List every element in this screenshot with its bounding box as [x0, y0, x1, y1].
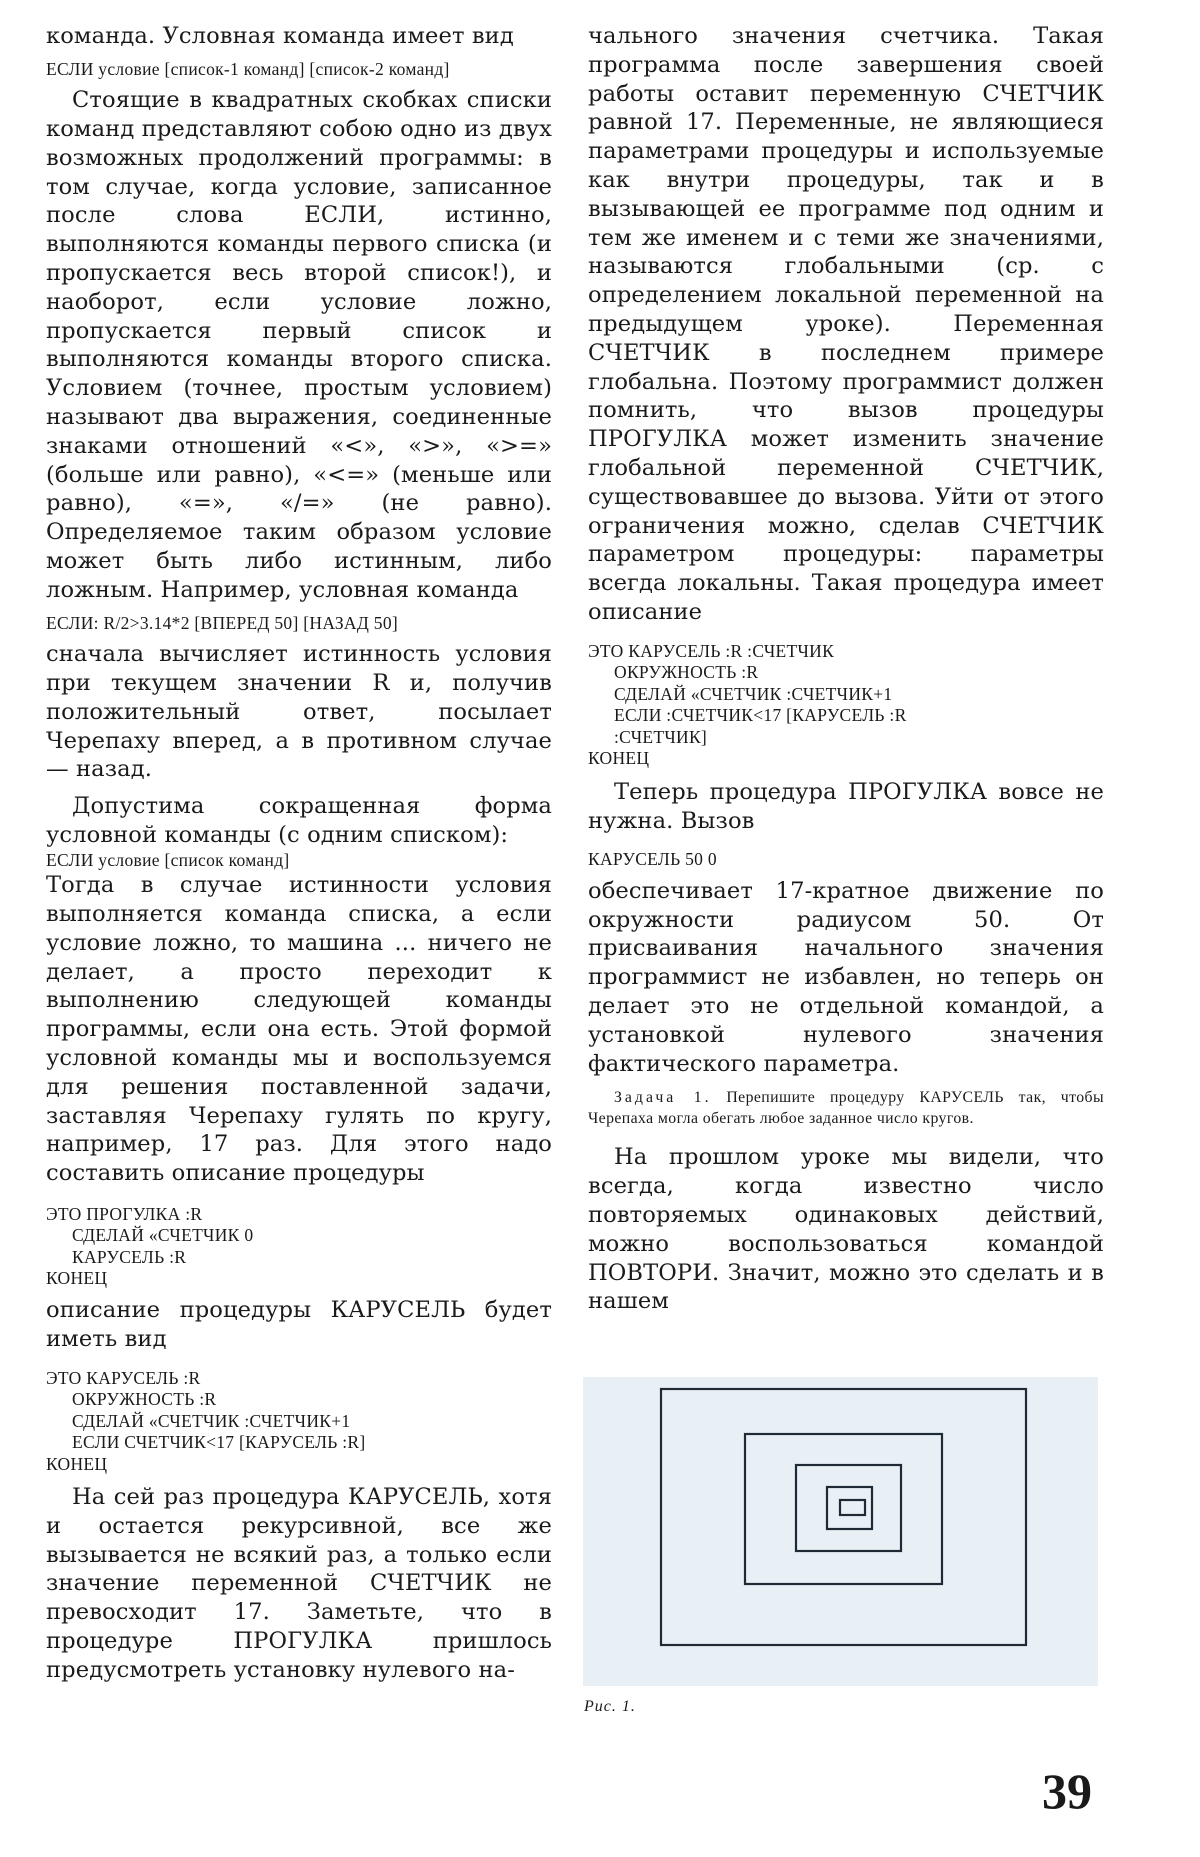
paragraph: команда. Условная команда имеет вид — [46, 23, 514, 49]
code-line: ОКРУЖНОСТЬ :R — [614, 662, 759, 683]
paragraph: На сей раз процедура КАРУСЕЛЬ, хотя и остается рекурсивной, все же вызывается не всякий раз, а только если значение переменной СЧЕТЧИК не превосходит 17. Заметьте, что в процедуре ПРОГУЛКА пришлось предусмотреть установку нулевого на- — [46, 1484, 552, 1683]
code-if-syntax: ЕСЛИ условие [список-1 команд] [список-2 команд] — [46, 58, 450, 79]
code-line: СДЕЛАЙ «СЧЕТЧИК :СЧЕТЧИК+1 — [72, 1410, 351, 1431]
code-line: ЭТО КАРУСЕЛЬ :R — [46, 1367, 201, 1388]
code-line: :СЧЕТЧИК] — [614, 726, 708, 747]
rectangle-3 — [796, 1465, 901, 1551]
paragraph: описание процедуры КАРУСЕЛЬ будет иметь вид — [46, 1296, 552, 1352]
right-column — [588, 22, 1104, 1316]
code-carousel-procedure — [46, 1368, 552, 1476]
task-1 — [588, 1088, 1104, 1129]
code-line: КОНЕЦ — [46, 1453, 108, 1474]
paragraph: На прошлом уроке мы видели, что всегда, когда известно число повторяемых одинаковых действий, можно воспользоваться командой ПОВТОРИ. Значит, можно это сделать и в нашем — [588, 1144, 1104, 1315]
paragraph: Тогда в случае истинности условия выполняется команда списка, а если условие ложно, то машина ... ничего не делает, а просто переходит к выполнению следующей команды программы, если она есть. Этой формой условной команды мы и воспользуемся для решения поставленной задачи, заставляя Черепаху гулять по кругу, например, 17 раз. Для этого надо составить описание процедуры — [46, 872, 552, 1187]
inner-rectangle — [840, 1500, 865, 1515]
code-walk-procedure — [46, 1204, 552, 1290]
paragraph: обеспечивает 17-кратное движение по окружности радиусом 50. От присваивания начального значения программист не избавлен, но теперь он делает это не отдельной командой, а установкой нулевого значения фактического параметра. — [588, 877, 1104, 1077]
code-line: КОНЕЦ — [588, 748, 650, 769]
rectangle-2 — [745, 1434, 942, 1584]
code-carousel-param-procedure — [588, 641, 1104, 770]
code-if-example: ЕСЛИ: R/2>3.14*2 [ВПЕРЕД 50] [НАЗАД 50] — [46, 612, 399, 633]
figure-caption: Рис. 1. — [584, 1698, 636, 1715]
outer-rectangle — [661, 1389, 1026, 1645]
task-label: Задача 1. — [614, 1089, 712, 1107]
figure-svg — [583, 1377, 1098, 1686]
code-line: ЕСЛИ СЧЕТЧИК<17 [КАРУСЕЛЬ :R] — [72, 1432, 366, 1453]
paragraph: сначала вычисляет истинность условия при текущем значении R и, получив положительный ответ, посылает Черепаху вперед, а в противном случае — назад. — [46, 641, 552, 783]
code-line: КАРУСЕЛЬ :R — [72, 1246, 187, 1267]
code-line: СДЕЛАЙ «СЧЕТЧИК 0 — [72, 1225, 254, 1246]
task-text: Перепишите процедуру КАРУСЕЛЬ так, чтобы Черепаха могла обегать любое заданное число кругов. — [588, 1089, 1104, 1127]
code-line: ЭТО КАРУСЕЛЬ :R :СЧЕТЧИК — [588, 640, 835, 661]
paragraph: Стоящие в квадратных скобках списки команд представляют собою одно из двух возможных продолжений программы: в том случае, когда условие, записанное после слова ЕСЛИ, истинно, выполняются команды первого списка (и пропускается весь второй список!), и наоборот, если условие ложно, пропускается первый список и выполняются команды второго списка. Условием (точнее, простым условием) называют два выражения, соединенные знаками отношений «<», «>», «>=» (больше или равно), «<=» (меньше или равно), «=», «/=» (не равно). Определяемое таким образом условие может быть либо истинным, либо ложным. Например, условная команда — [46, 87, 552, 603]
code-line: СДЕЛАЙ «СЧЕТЧИК :СЧЕТЧИК+1 — [614, 683, 893, 704]
code-line: КОНЕЦ — [46, 1268, 108, 1289]
code-if-short: ЕСЛИ условие [список команд] — [46, 849, 290, 870]
left-column — [46, 22, 552, 1685]
paragraph: чального значения счетчика. Такая программа после завершения своей работы оставит переменную СЧЕТЧИК равной 17. Переменные, не являющиеся параметрами процедуры и используемые как внутри процедуры, так и в вызывающей ее программе под одним и тем же именем и с теми же значениями, называются глобальными (ср. с определением локальной переменной на предыдущем уроке). Переменная СЧЕТЧИК в последнем примере глобальна. Поэтому программист должен помнить, что вызов процедуры ПРОГУЛКА может изменить значение глобальной переменной СЧЕТЧИК, существовавшее до вызова. Уйти от этого ограничения можно, сделав СЧЕТЧИК параметром процедуры: параметры всегда локальны. Такая процедура имеет описание — [588, 23, 1104, 625]
code-call: КАРУСЕЛЬ 50 0 — [588, 849, 717, 870]
page-number: 39 — [1042, 1763, 1092, 1819]
paragraph: Теперь процедура ПРОГУЛКА вовсе не нужна. Вызов — [588, 778, 1104, 834]
figure-nested-rectangles — [583, 1377, 1098, 1686]
code-line: ОКРУЖНОСТЬ :R — [72, 1389, 217, 1410]
code-line: ЕСЛИ :СЧЕТЧИК<17 [КАРУСЕЛЬ :R — [614, 705, 907, 726]
paragraph: Допустима сокращенная форма условной команды (с одним списком): — [46, 793, 552, 848]
code-line: ЭТО ПРОГУЛКА :R — [46, 1203, 203, 1224]
